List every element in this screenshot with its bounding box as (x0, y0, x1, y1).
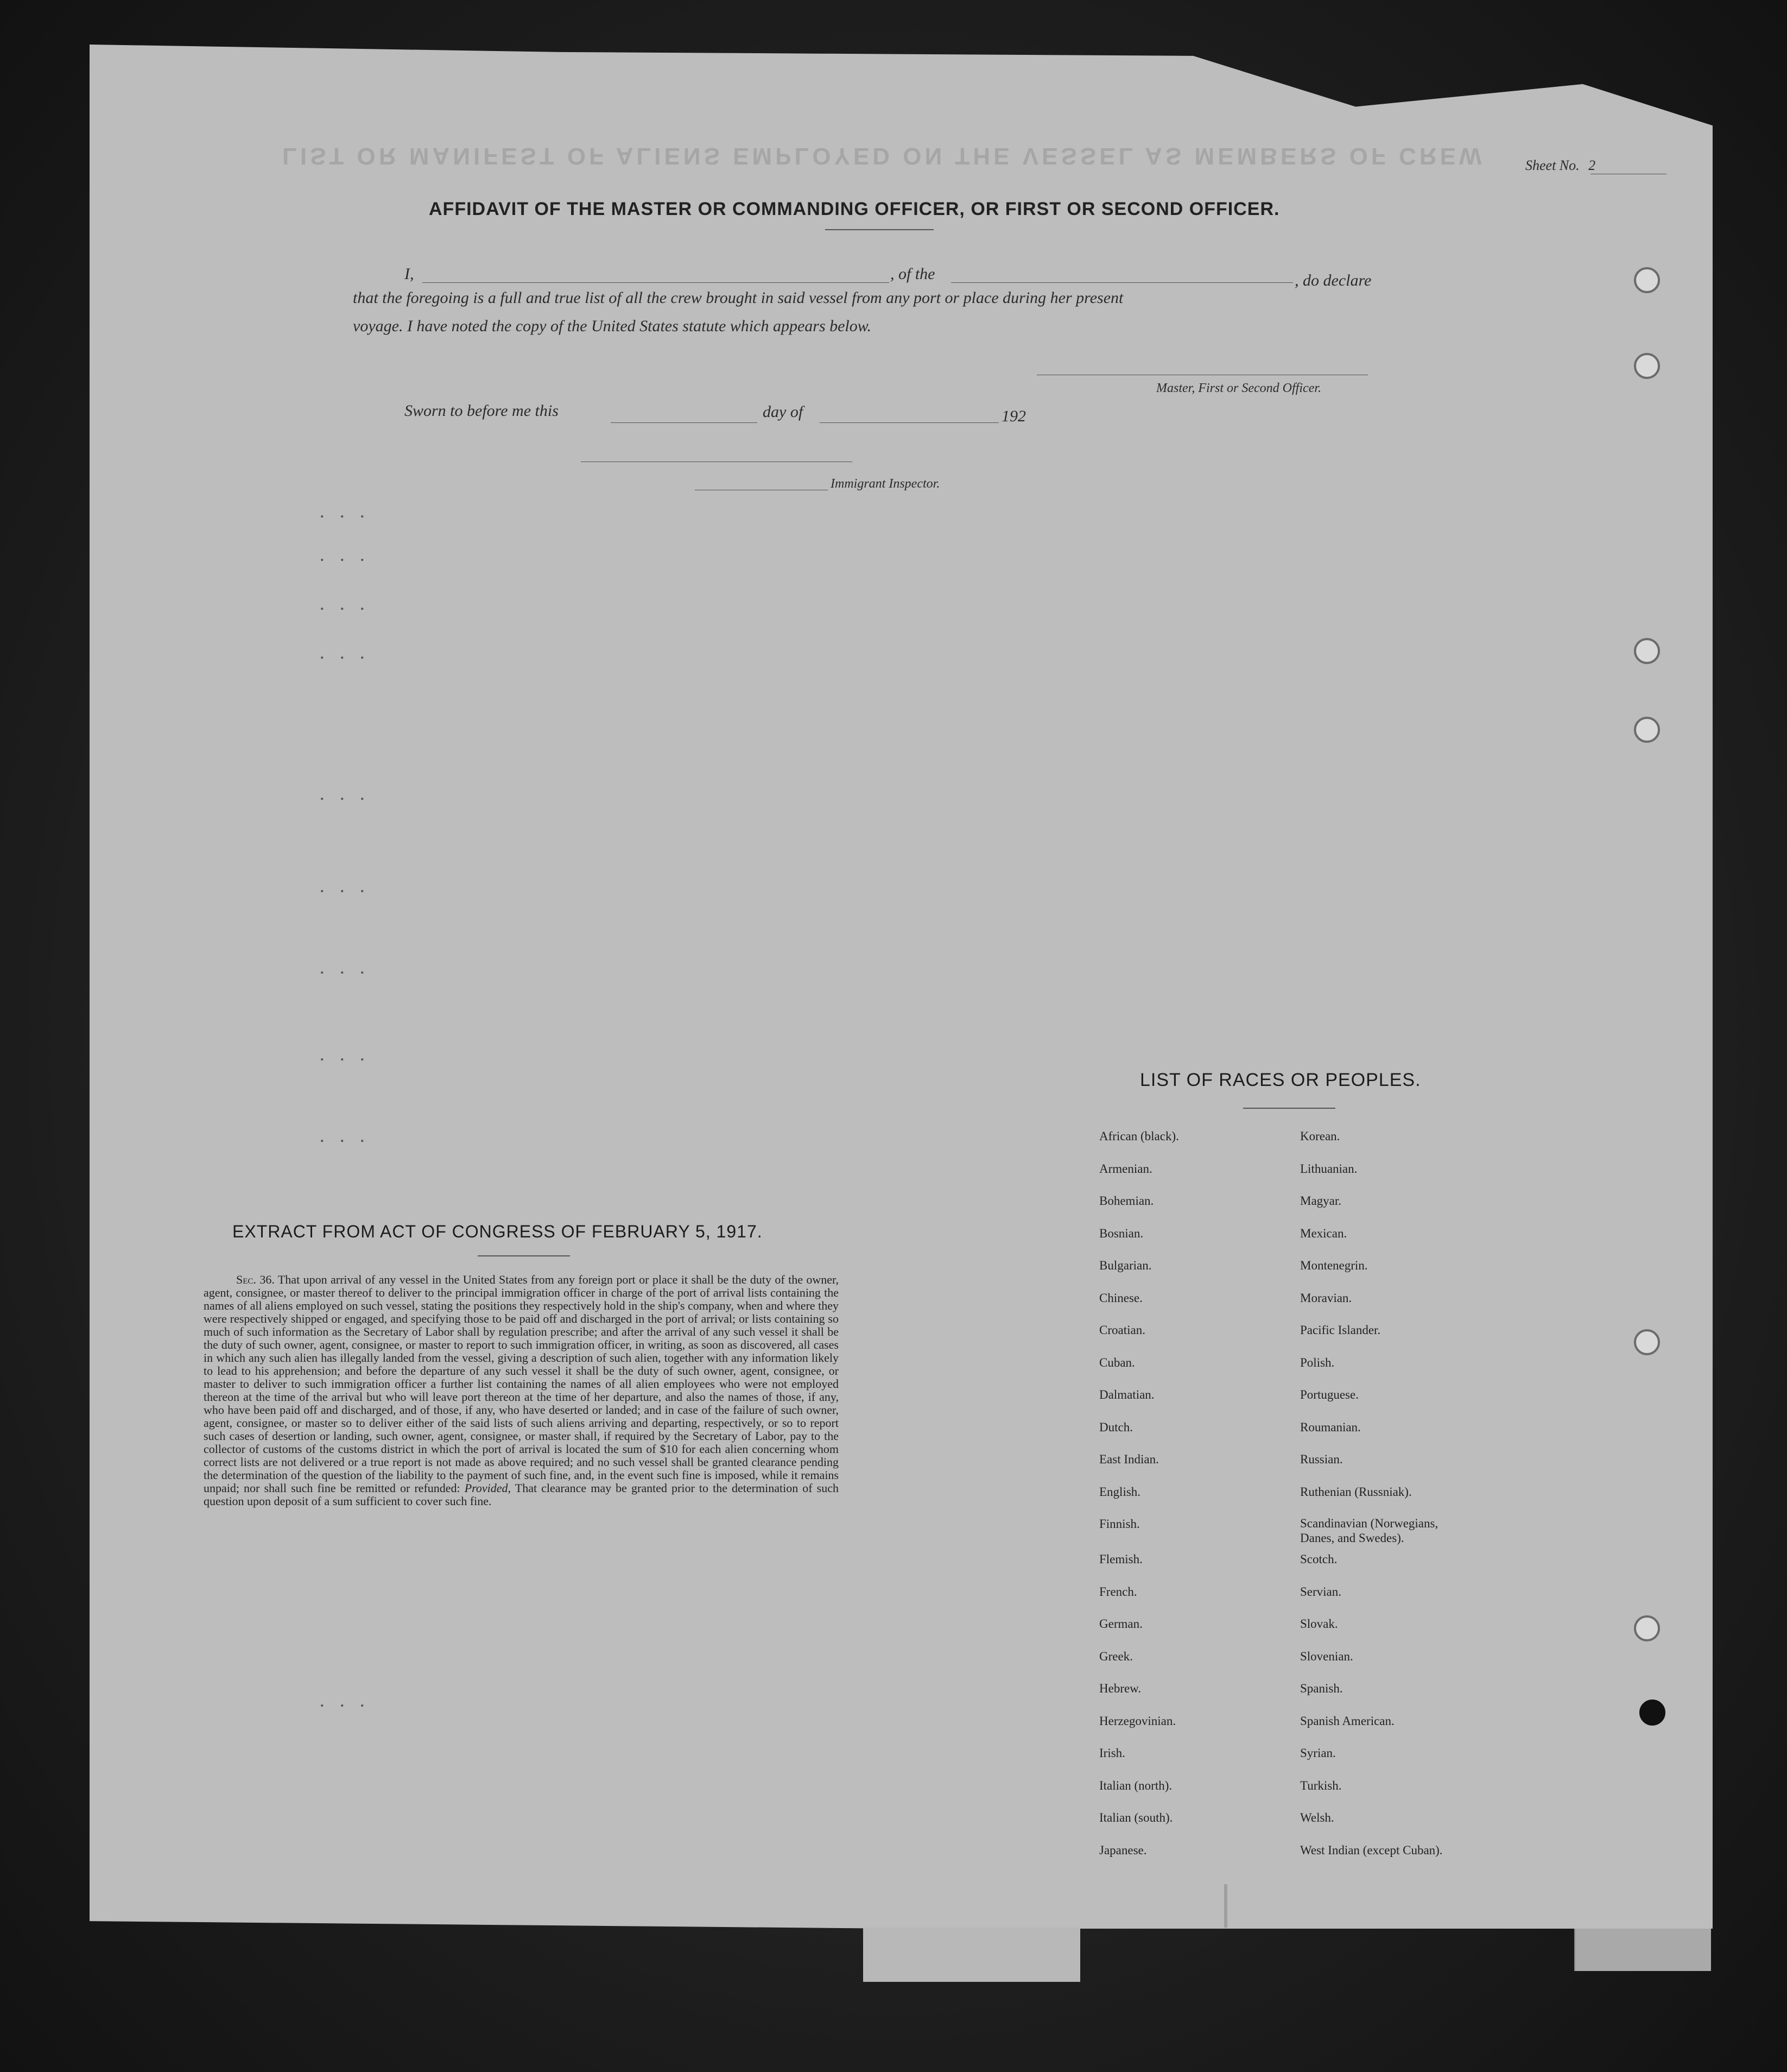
extract-title: EXTRACT FROM ACT OF CONGRESS OF FEBRUARY 5, 1917. (232, 1222, 763, 1241)
vessel-name-blank (951, 282, 1293, 283)
sheet-value: 2 (1588, 157, 1596, 173)
race-item: Bohemian. (1099, 1194, 1154, 1208)
bleed-dots: . . . (320, 548, 371, 564)
bleed-dots: . . . (320, 505, 371, 521)
race-item: Flemish. (1099, 1552, 1143, 1566)
sheet-label: Sheet No. (1525, 157, 1580, 173)
race-item: Roumanian. (1300, 1420, 1361, 1434)
sworn-year: 192 (1002, 407, 1026, 425)
master-signature-label: Master, First or Second Officer. (1156, 381, 1321, 395)
fold-crease (1224, 1884, 1227, 1928)
race-item: Syrian. (1300, 1746, 1336, 1760)
punch-hole (1634, 267, 1660, 293)
bleed-dots: . . . (320, 597, 371, 613)
punch-hole (1634, 1615, 1660, 1641)
race-item: Greek. (1099, 1649, 1133, 1663)
affidavit-title-rule (825, 229, 934, 230)
extract-body (204, 1273, 839, 1508)
race-item: Mexican. (1300, 1226, 1347, 1240)
bleed-dots: . . . (320, 1048, 371, 1064)
punch-hole (1634, 1329, 1660, 1355)
race-item: Polish. (1300, 1355, 1335, 1369)
bleed-dots: . . . (320, 787, 371, 803)
officer-name-blank (422, 282, 889, 283)
punch-hole (1634, 353, 1660, 379)
race-item: Finnish. (1099, 1517, 1140, 1531)
race-item: French. (1099, 1584, 1137, 1599)
race-item: Scotch. (1300, 1552, 1338, 1566)
bleed-dots: . . . (320, 961, 371, 977)
inspector-label: Immigrant Inspector. (831, 477, 940, 491)
race-item: German. (1099, 1617, 1143, 1631)
race-item: Cuban. (1099, 1355, 1135, 1369)
race-item: Russian. (1300, 1452, 1343, 1466)
affidavit-do-declare: , do declare (1295, 271, 1372, 289)
race-item: Croatian. (1099, 1323, 1145, 1337)
punch-hole (1634, 717, 1660, 743)
sworn-day-blank (611, 422, 757, 423)
race-item: Ruthenian (Russniak). (1300, 1484, 1412, 1499)
bleed-dots: . . . (320, 1694, 371, 1710)
affidavit-of-the: , of the (890, 265, 935, 283)
race-item: Hebrew. (1099, 1682, 1142, 1695)
race-item: Moravian. (1300, 1291, 1352, 1305)
race-item: Montenegrin. (1300, 1259, 1368, 1272)
race-item: Bosnian. (1099, 1226, 1144, 1240)
bottom-torn-edge (863, 1928, 1080, 1982)
sworn-day-of: day of (763, 403, 803, 421)
race-item: English. (1099, 1484, 1141, 1499)
races-title: LIST OF RACES OR PEOPLES. (1140, 1070, 1421, 1090)
punch-hole (1639, 1700, 1665, 1726)
sworn-month-blank (820, 422, 999, 423)
race-item: Lithuanian. (1300, 1161, 1358, 1176)
race-item: Korean. (1300, 1129, 1340, 1143)
affidavit-i: I, (404, 265, 414, 283)
races-right-column (1300, 1128, 1528, 1874)
race-item: Scandinavian (Norwegians, Danes, and Swedes). (1300, 1517, 1439, 1545)
punch-hole (1634, 638, 1660, 664)
race-item: Turkish. (1300, 1778, 1342, 1792)
race-item: Slovenian. (1300, 1649, 1353, 1663)
race-item: Italian (north). (1099, 1778, 1173, 1792)
race-item: Japanese. (1099, 1843, 1147, 1857)
race-item: Spanish American. (1300, 1714, 1395, 1728)
race-item: Bulgarian. (1099, 1259, 1152, 1272)
race-item: Portuguese. (1300, 1388, 1359, 1401)
race-item: East Indian. (1099, 1452, 1159, 1466)
race-item: Servian. (1300, 1584, 1342, 1599)
race-item: Irish. (1099, 1746, 1125, 1760)
bleed-through-header: LIST OR MANIFEST OF ALIENS EMPLOYED ON THE VESSEL AS MEMBERS OF CREW (282, 143, 1485, 169)
extract-title-rule (478, 1255, 570, 1256)
bleed-dots: . . . (320, 646, 371, 662)
extract-section-text: That upon arrival of any vessel in the United States from any foreign port or place it shall be the duty of the owner, agent, consignee, or master thereof to deliver to the principal immigration officer in charge of the port of arrival lists containing the names of all aliens employed on such vessel, stating the positions they respectively hold in the ship's company, when and where they were respectively shipped or engaged, and specifying those to be paid off and discharged in the port of arrival; or lists containing so much of such information as the Secretary of Labor shall by regulation prescribe; and after the arrival of any such vessel it shall be the duty of such owner, agent, consignee, or master to report to such immigration officer, in writing, as soon as discovered, all cases in which any such alien has illegally landed from the vessel, giving a description of such alien, together with any information likely to lead to his apprehension; and before the departure of any such vessel it shall be the duty of such owner, agent, consignee, or master to deliver to such immigration officer a further list containing the names of all alien employees who were not employed thereon at the time of the arrival but who will leave port thereon at the time of her departure, and also the names of those, if any, who have been paid off and discharged, and of those, if any, who have deserted or landed; and in case of the failure of such owner, agent, consignee, or master so to deliver either of the said lists of such aliens arriving and departing, respectively, or so to report such cases of desertion or landing, such owner, agent, consignee, or master shall, if required by the Secretary of Labor, pay to the collector of customs of the customs district in which the port of arrival is located the sum of $10 for each alien concerning whom correct lists are not delivered or a true report is not made as above required; and no such vessel shall be granted clearance pending the determination of the question of the liability to the payment of such fine, and, in the event such fine is imposed, while it remains unpaid; nor shall such fine be remitted or refunded: (204, 1273, 839, 1495)
race-item: Italian (south). (1099, 1811, 1173, 1824)
race-item: Pacific Islander. (1300, 1323, 1381, 1337)
sworn-text: Sworn to before me this (404, 402, 559, 420)
race-item: Dalmatian. (1099, 1388, 1155, 1401)
race-item: African (black). (1099, 1129, 1179, 1143)
race-item: Chinese. (1099, 1291, 1143, 1305)
affidavit-line-3: voyage. I have noted the copy of the United States statute which appears below. (353, 317, 872, 335)
race-item: Dutch. (1099, 1420, 1133, 1434)
race-item: Slovak. (1300, 1617, 1338, 1631)
race-item: Spanish. (1300, 1682, 1343, 1695)
extract-section-label: Sec. 36. (236, 1273, 275, 1286)
extract-section-tail: That clearance may be granted prior to the determination of such question upon deposit of a sum sufficient to cover such fine. (204, 1481, 839, 1508)
race-item: Herzegovinian. (1099, 1714, 1176, 1728)
bleed-dots: . . . (320, 880, 371, 895)
affidavit-title: AFFIDAVIT OF THE MASTER OR COMMANDING OFFICER, OR FIRST OR SECOND OFFICER. (429, 199, 1280, 219)
race-item: Armenian. (1099, 1161, 1152, 1176)
extract-provided: Provided, (464, 1481, 511, 1495)
race-item: Magyar. (1300, 1194, 1342, 1208)
bleed-dots: . . . (320, 1129, 371, 1145)
affidavit-line-2: that the foregoing is a full and true list of all the crew brought in said vessel from any port or place during her present (353, 289, 1124, 307)
sheet-number-label (1525, 157, 1595, 174)
race-item: Welsh. (1300, 1811, 1334, 1824)
races-left-column (1099, 1128, 1278, 1874)
race-item: West Indian (except Cuban). (1300, 1843, 1443, 1857)
races-title-rule (1243, 1108, 1335, 1109)
